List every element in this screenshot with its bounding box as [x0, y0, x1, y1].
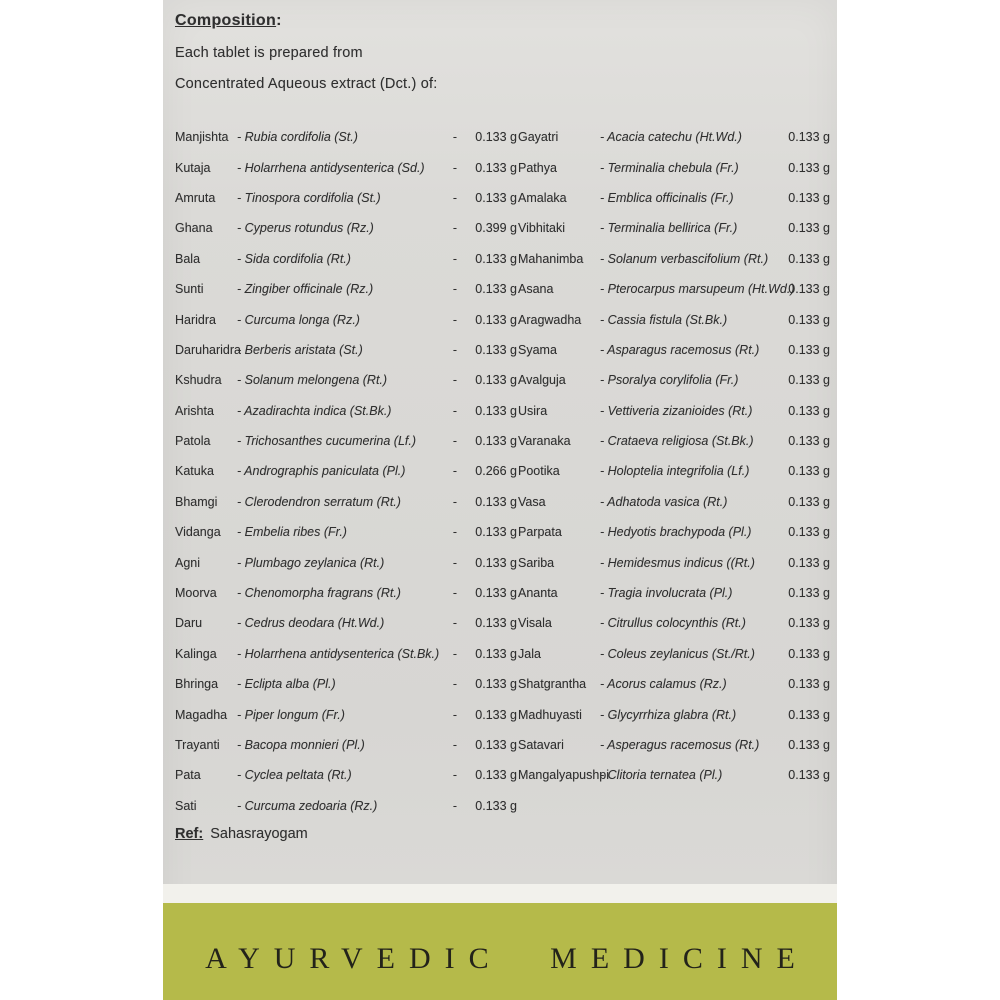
ingredient-row — [175, 760, 517, 790]
ingredient-row — [518, 426, 830, 456]
ingredient-row — [518, 152, 830, 182]
ingredient-separator: - — [452, 707, 458, 722]
ingredient-botanical-name: - Clitoria ternatea (Pl.) — [600, 768, 723, 783]
ingredient-botanical-name: - Trichosanthes cucumerina (Lf.) — [237, 434, 416, 449]
composition-title — [175, 12, 438, 30]
ingredient-botanical-name: - Tinospora cordifolia (St.) — [237, 190, 381, 205]
ingredient-row — [175, 274, 517, 304]
ingredient-name: Agni — [175, 555, 201, 570]
ingredient-quantity: 0.266 g — [475, 464, 517, 479]
ingredient-row — [518, 699, 830, 729]
ingredient-botanical-name: - Vettiveria zizanioides (Rt.) — [600, 403, 753, 418]
ingredient-name: Trayanti — [175, 738, 220, 752]
ingredient-botanical-name: - Eclipta alba (Pl.) — [237, 677, 336, 692]
ingredient-name: Bhamgi — [175, 494, 218, 509]
label-white-strip — [163, 884, 837, 903]
ingredient-row — [518, 730, 830, 760]
ingredient-quantity: 0.133 g — [788, 130, 830, 145]
ingredient-quantity: 0.133 g — [788, 373, 830, 388]
ingredient-quantity: 0.133 g — [788, 616, 830, 631]
ingredient-botanical-name: - Clerodendron serratum (Rt.) — [237, 494, 401, 509]
ingredient-quantity: 0.133 g — [475, 342, 517, 357]
ingredient-name: Amalaka — [518, 190, 567, 205]
ingredient-row — [175, 730, 517, 760]
ingredient-name: Haridra — [175, 312, 216, 327]
ingredient-quantity: 0.133 g — [475, 525, 517, 540]
ingredient-botanical-name: - Crataeva religiosa (St.Bk.) — [600, 434, 754, 449]
ingredient-name: Shatgrantha — [518, 677, 587, 692]
ingredient-row — [518, 639, 830, 669]
ingredient-row — [175, 213, 517, 243]
ingredient-botanical-name: - Citrullus colocynthis (Rt.) — [600, 616, 746, 631]
ingredient-quantity: 0.133 g — [475, 130, 517, 145]
ingredient-botanical-name: - Acacia catechu (Ht.Wd.) — [600, 130, 742, 145]
ingredient-botanical-name: - Embelia ribes (Fr.) — [237, 525, 347, 540]
ingredient-name: Vidanga — [175, 525, 221, 540]
ingredient-row — [175, 152, 517, 182]
ingredient-row — [175, 487, 517, 517]
ingredient-botanical-name: - Glycyrrhiza glabra (Rt.) — [600, 707, 737, 722]
ingredient-botanical-name: - Piper longum (Fr.) — [237, 707, 345, 722]
ingredient-botanical-name: - Bacopa monnieri (Pl.) — [237, 738, 365, 752]
ingredient-separator: - — [452, 616, 458, 631]
ingredient-row — [175, 791, 517, 821]
ingredient-quantity: 0.133 g — [788, 160, 830, 175]
ingredient-quantity: 0.133 g — [475, 586, 517, 601]
ingredient-botanical-name: - Psoralya corylifolia (Fr.) — [600, 373, 739, 388]
ingredient-row — [175, 639, 517, 669]
ingredient-name: Manjishta — [175, 130, 229, 145]
ingredient-name: Ghana — [175, 221, 213, 236]
ingredient-botanical-name: - Acorus calamus (Rz.) — [600, 677, 727, 692]
ingredient-row — [518, 365, 830, 395]
ingredient-row — [518, 760, 830, 790]
ingredient-quantity: 0.133 g — [788, 525, 830, 540]
ingredient-botanical-name: - Holarrhena antidysenterica (St.Bk.) — [237, 646, 440, 661]
ingredient-botanical-name: - Chenomorpha fragrans (Rt.) — [237, 586, 401, 601]
ingredient-botanical-name: - Hedyotis brachypoda (Pl.) — [600, 525, 752, 540]
ingredient-name: Kalinga — [175, 646, 217, 661]
ingredient-quantity: 0.133 g — [475, 312, 517, 327]
ingredient-quantity: 0.133 g — [788, 342, 830, 357]
ingredient-separator: - — [452, 282, 458, 297]
ingredient-botanical-name: - Terminalia chebula (Fr.) — [600, 160, 739, 175]
ingredient-quantity: 0.133 g — [475, 677, 517, 692]
ingredient-name: Aragwadha — [518, 312, 582, 327]
ingredient-botanical-name: - Rubia cordifolia (St.) — [237, 130, 358, 145]
ingredient-row — [518, 578, 830, 608]
ingredient-name: Varanaka — [518, 434, 571, 449]
ingredient-quantity: 0.133 g — [475, 373, 517, 388]
ingredient-name: Parpata — [518, 525, 562, 540]
ingredient-quantity: 0.133 g — [788, 251, 830, 266]
ingredient-row — [518, 608, 830, 638]
ingredient-quantity: 0.133 g — [475, 768, 517, 783]
ingredient-row — [175, 244, 517, 274]
ingredient-row — [175, 183, 517, 213]
ingredient-separator: - — [452, 525, 458, 540]
ingredient-row — [518, 396, 830, 426]
ingredient-name: Daru — [175, 616, 203, 631]
ingredient-name: Madhuyasti — [518, 707, 582, 722]
ingredient-quantity: 0.133 g — [788, 707, 830, 722]
ingredient-name: Bhringa — [175, 677, 219, 692]
ingredient-botanical-name: - Coleus zeylanicus (St./Rt.) — [600, 646, 755, 661]
ingredient-quantity: 0.133 g — [788, 312, 830, 327]
ingredient-separator: - — [452, 221, 458, 236]
ingredient-name: Asana — [518, 282, 554, 297]
ingredient-name: Pootika — [518, 464, 560, 479]
ingredient-row — [175, 396, 517, 426]
ingredient-separator: - — [452, 312, 458, 327]
ingredient-separator: - — [452, 130, 458, 145]
ingredient-botanical-name: - Zingiber officinale (Rz.) — [237, 282, 374, 297]
ingredient-quantity: 0.133 g — [788, 403, 830, 418]
ingredient-separator: - — [452, 555, 458, 570]
ingredient-botanical-name: - Curcuma longa (Rz.) — [237, 312, 360, 327]
ingredient-quantity: 0.133 g — [475, 798, 517, 813]
ingredient-botanical-name: - Emblica officinalis (Fr.) — [600, 190, 734, 205]
ingredient-name: Moorva — [175, 586, 217, 601]
ingredient-botanical-name: - Cassia fistula (St.Bk.) — [600, 312, 728, 327]
reference-value: Sahasrayogam — [210, 826, 308, 842]
ingredient-botanical-name: - Solanum melongena (Rt.) — [237, 373, 388, 388]
ingredient-separator: - — [452, 373, 458, 388]
ingredient-quantity: 0.133 g — [475, 646, 517, 661]
ingredient-row — [175, 517, 517, 547]
ingredient-quantity: 0.133 g — [788, 190, 830, 205]
ingredient-name: Katuka — [175, 464, 214, 479]
ingredients-column-left — [175, 122, 517, 821]
ingredient-name: Sunti — [175, 282, 204, 297]
ingredients-column-right — [518, 122, 830, 791]
composition-title-colon: : — [276, 12, 282, 29]
ingredient-botanical-name: - Azadirachta indica (St.Bk.) — [237, 403, 392, 418]
bottle-label — [163, 0, 837, 1000]
ingredient-row — [518, 244, 830, 274]
ingredient-name: Usira — [518, 403, 548, 418]
ingredient-row — [518, 487, 830, 517]
ingredient-quantity: 0.133 g — [475, 282, 517, 297]
ingredient-name: Patola — [175, 434, 211, 449]
ingredient-quantity: 0.133 g — [788, 555, 830, 570]
ingredient-botanical-name: - Berberis aristata (St.) — [237, 342, 363, 357]
label-content — [163, 0, 837, 1000]
ingredient-botanical-name: - Asperagus racemosus (Rt.) — [600, 738, 760, 752]
ingredient-botanical-name: - Sida cordifolia (Rt.) — [237, 251, 351, 266]
ingredient-botanical-name: - Curcuma zedoaria (Rz.) — [237, 798, 378, 813]
ingredient-botanical-name: - Cedrus deodara (Ht.Wd.) — [237, 616, 385, 631]
ayurvedic-medicine-text: AYURVEDIC MEDICINE — [205, 941, 809, 975]
ingredient-separator: - — [452, 798, 458, 813]
ingredient-row — [518, 122, 830, 152]
ingredient-separator: - — [452, 160, 458, 175]
ingredient-row — [518, 213, 830, 243]
ayurvedic-medicine-band — [163, 903, 837, 1000]
ingredient-separator: - — [452, 251, 458, 266]
ingredient-row — [175, 456, 517, 486]
ingredient-name: Gayatri — [518, 130, 559, 145]
ingredient-quantity: 0.133 g — [788, 677, 830, 692]
ingredient-name: Sati — [175, 798, 197, 813]
ingredient-quantity: 0.133 g — [475, 434, 517, 449]
ingredient-name: Pathya — [518, 160, 557, 175]
ingredient-name: Mahanimba — [518, 251, 584, 266]
ingredient-quantity: 0.133 g — [788, 646, 830, 661]
ingredient-quantity: 0.133 g — [788, 768, 830, 783]
ingredient-quantity: 0.133 g — [788, 586, 830, 601]
ingredient-botanical-name: - Pterocarpus marsupeum (Ht.Wd.) — [600, 282, 795, 297]
ingredient-row — [175, 578, 517, 608]
ingredient-quantity: 0.133 g — [475, 403, 517, 418]
ingredient-quantity: 0.133 g — [475, 707, 517, 722]
ingredient-name: Bala — [175, 251, 201, 266]
ingredient-botanical-name: - Plumbago zeylanica (Rt.) — [237, 555, 385, 570]
ingredient-row — [175, 669, 517, 699]
ingredient-separator: - — [452, 342, 458, 357]
ingredient-botanical-name: - Holarrhena antidysenterica (Sd.) — [237, 160, 425, 175]
ingredient-botanical-name: - Solanum verbascifolium (Rt.) — [600, 251, 769, 266]
ingredient-separator: - — [452, 190, 458, 205]
ingredient-row — [175, 335, 517, 365]
ingredient-quantity: 0.133 g — [788, 282, 830, 297]
ingredient-separator: - — [452, 646, 458, 661]
ingredient-botanical-name: - Adhatoda vasica (Rt.) — [600, 494, 728, 509]
ingredient-row — [175, 365, 517, 395]
ingredient-row — [175, 608, 517, 638]
ingredient-row — [518, 517, 830, 547]
ingredient-botanical-name: - Andrographis paniculata (Pl.) — [237, 464, 406, 479]
ingredient-botanical-name: - Holoptelia integrifolia (Lf.) — [600, 464, 750, 479]
ingredient-quantity: 0.133 g — [788, 494, 830, 509]
ingredient-botanical-name: - Tragia involucrata (Pl.) — [600, 586, 733, 601]
ingredient-row — [175, 699, 517, 729]
ingredient-name: Satavari — [518, 738, 564, 752]
ingredient-row — [518, 274, 830, 304]
ingredient-quantity: 0.133 g — [475, 555, 517, 570]
ingredient-botanical-name: - Cyperus rotundus (Rz.) — [237, 221, 374, 236]
ingredient-name: Vasa — [518, 494, 546, 509]
ingredient-name: Mangalyapushpi — [518, 768, 610, 783]
ingredient-name: Avalguja — [518, 373, 566, 388]
ingredient-quantity: 0.133 g — [475, 251, 517, 266]
ingredient-row — [518, 669, 830, 699]
ingredient-quantity: 0.133 g — [788, 738, 830, 752]
ingredient-name: Pata — [175, 768, 201, 783]
ingredient-name: Vibhitaki — [518, 221, 566, 236]
ingredient-name: Jala — [518, 646, 541, 661]
composition-title-text: Composition — [175, 12, 277, 29]
ingredient-quantity: 0.133 g — [788, 221, 830, 236]
ingredient-quantity: 0.133 g — [475, 190, 517, 205]
ingredient-name: Daruharidra — [175, 342, 242, 357]
reference-label: Ref: — [175, 826, 204, 842]
ingredient-quantity: 0.133 g — [475, 494, 517, 509]
ingredient-name: Kshudra — [175, 373, 222, 388]
ingredient-botanical-name: - Hemidesmus indicus ((Rt.) — [600, 555, 755, 570]
ingredient-name: Amruta — [175, 190, 216, 205]
composition-header — [175, 12, 438, 92]
ingredient-separator: - — [452, 494, 458, 509]
ingredient-quantity: 0.133 g — [475, 160, 517, 175]
ingredient-quantity: 0.133 g — [475, 738, 517, 752]
ingredient-row — [518, 183, 830, 213]
ingredient-quantity: 0.133 g — [788, 464, 830, 479]
ingredient-separator: - — [452, 403, 458, 418]
ingredient-row — [175, 547, 517, 577]
ingredient-separator: - — [452, 464, 458, 479]
ingredient-botanical-name: - Cyclea peltata (Rt.) — [237, 768, 352, 783]
ingredient-row — [518, 547, 830, 577]
ingredient-separator: - — [452, 738, 458, 752]
ingredient-quantity: 0.133 g — [475, 616, 517, 631]
ingredient-row — [518, 335, 830, 365]
header-line-1: Each tablet is prepared from — [175, 45, 363, 61]
ingredient-name: Syama — [518, 342, 557, 357]
ingredient-name: Magadha — [175, 707, 228, 722]
reference-line — [175, 826, 308, 842]
ingredient-row — [175, 122, 517, 152]
ingredient-botanical-name: - Asparagus racemosus (Rt.) — [600, 342, 760, 357]
ingredient-row — [518, 456, 830, 486]
ingredient-row — [175, 426, 517, 456]
ingredient-row — [175, 304, 517, 334]
ingredient-quantity: 0.399 g — [475, 221, 517, 236]
ingredient-name: Visala — [518, 616, 552, 631]
ingredient-botanical-name: - Terminalia bellirica (Fr.) — [600, 221, 738, 236]
ingredient-name: Sariba — [518, 555, 555, 570]
ingredient-name: Arishta — [175, 403, 214, 418]
ingredient-name: Ananta — [518, 586, 558, 601]
ingredient-quantity: 0.133 g — [788, 434, 830, 449]
header-line-2: Concentrated Aqueous extract (Dct.) of: — [175, 76, 438, 92]
ingredient-separator: - — [452, 768, 458, 783]
ingredient-name: Kutaja — [175, 160, 211, 175]
ingredient-separator: - — [452, 434, 458, 449]
ingredient-separator: - — [452, 677, 458, 692]
ingredient-separator: - — [452, 586, 458, 601]
ingredient-row — [518, 304, 830, 334]
